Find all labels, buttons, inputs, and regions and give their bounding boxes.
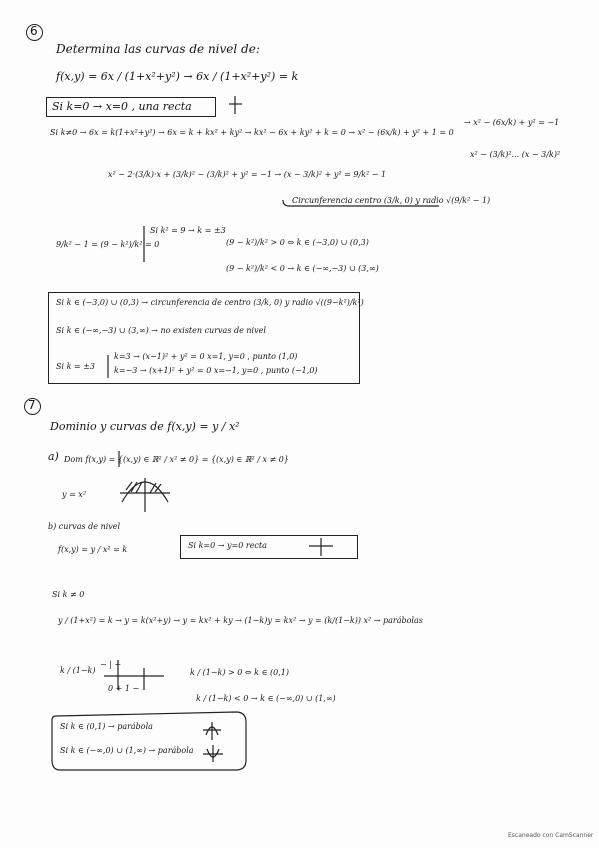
inequality-negative: (9 − k²)/k² < 0 → k ∈ (−∞,−3) ∪ (3,∞)	[226, 264, 379, 273]
summary-6-line-3: Si k = ±3	[56, 362, 96, 371]
side-note-1: → x² − (6x/k) + y² = −1	[464, 118, 560, 127]
scanner-watermark: Escaneado con CamScanner	[508, 832, 594, 839]
summary-6-line-2: Si k ∈ (−∞,−3) ∪ (3,∞) → no existen curvas de nivel	[56, 326, 266, 335]
case-k0: Si k=0 → x=0 , una recta	[52, 100, 192, 113]
circumference-desc: Circunferencia centro (3/k, 0) y radio √(9/k² − 1)	[292, 196, 491, 205]
derivation-7: y / (1+x²) = k → y = k(x²+y) → y = kx² + ky → (1−k)y = kx² → y = (k/(1−k)) x² → parábolas	[58, 616, 423, 625]
exercise-6-title: Determina las curvas de nivel de:	[56, 42, 260, 56]
result-7-line-1: Si k ∈ (0,1) → parábola	[60, 722, 153, 731]
domain-expression: Dom f(x,y) = {(x,y) ∈ ℝ² / x² ≠ 0} = {(x,y) ∈ ℝ² / x ≠ 0}	[64, 455, 289, 464]
exercise-6-function: f(x,y) = 6x / (1+x²+y²) → 6x / (1+x²+y²) = k	[56, 70, 299, 83]
condition-right: Si k² = 9 → k = ±3	[150, 226, 226, 235]
positive-case-7: k / (1−k) > 0 ⇔ k ∈ (0,1)	[190, 668, 289, 677]
summary-6-kminus3: k=−3 → (x+1)² + y² = 0 x=−1, y=0 , punto (−1,0)	[114, 366, 318, 375]
side-note-2: x² − (3/k)²... (x − 3/k)²	[470, 150, 561, 159]
exercise-7-number: 7	[28, 398, 36, 412]
sign-chart-bottom: 0 + 1 −	[108, 684, 140, 693]
sign-chart-top: − | +	[100, 660, 122, 669]
exercise-7-title: Dominio y curvas de f(x,y) = y / x²	[50, 420, 240, 433]
parabola-sketch-label: y = x²	[62, 490, 87, 499]
fraction-k: k / (1−k)	[60, 666, 96, 675]
complete-square: x² − 2·(3/k)·x + (3/k)² − (3/k)² + y² = −1 → (x − 3/k)² + y² = 9/k² − 1	[108, 170, 387, 179]
case-knz-7: Si k ≠ 0	[52, 590, 85, 599]
negative-case-7: k / (1−k) < 0 → k ∈ (−∞,0) ∪ (1,∞)	[196, 694, 336, 703]
case-knz-derivation: Si k≠0 → 6x = k(1+x²+y²) → 6x = k + kx² + ky² → kx² − 6x + ky² + k = 0 → x² − (6x/k) + y² + 1 = 0	[50, 128, 454, 137]
part-b-equation: f(x,y) = y / x² = k	[58, 545, 128, 554]
summary-6-line-1: Si k ∈ (−3,0) ∪ (0,3) → circunferencia de centro (3/k, 0) y radio √((9−k²)/k²)	[56, 298, 364, 307]
result-7-line-2: Si k ∈ (−∞,0) ∪ (1,∞) → parábola	[60, 746, 194, 755]
part-a-label: a)	[48, 450, 59, 463]
summary-6-k3: k=3 → (x−1)² + y² = 0 x=1, y=0 , punto (1,0)	[114, 352, 298, 361]
exercise-6-number: 6	[30, 24, 38, 38]
part-b-label: b) curvas de nivel	[48, 522, 121, 531]
case-k0-7: Si k=0 → y=0 recta	[188, 541, 267, 550]
condition-eq: 9/k² − 1 = (9 − k²)/k² = 0	[56, 240, 160, 249]
inequality-positive: (9 − k²)/k² > 0 ⇔ k ∈ (−3,0) ∪ (0,3)	[226, 238, 369, 247]
